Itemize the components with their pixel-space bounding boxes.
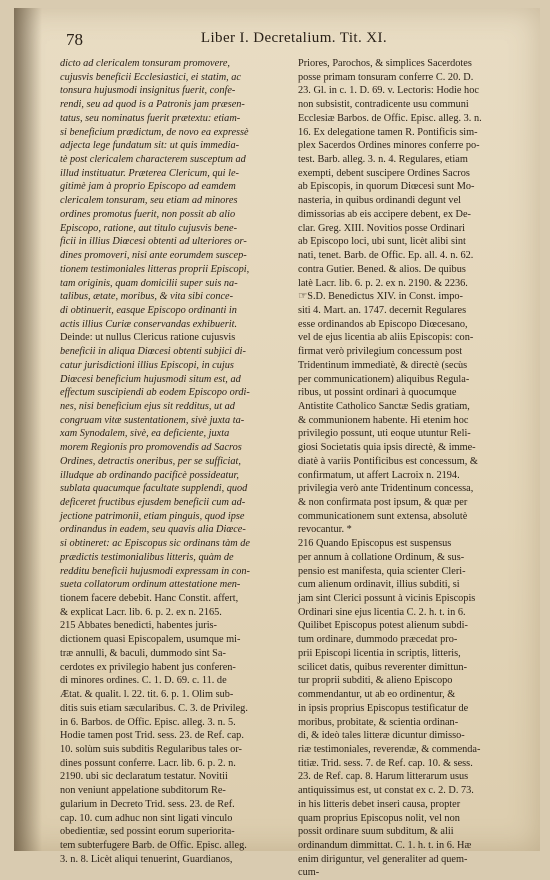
text-line: in his litteris debet inseri causa, propter <box>298 798 461 810</box>
text-line: di minores ordines. C. 1. D. 69. c. 11. de <box>60 675 227 687</box>
text-line: Deinde: ut nullus Clericus ratione cujusvis <box>60 332 236 344</box>
running-title: Liber I. Decretalium. Tit. XI. <box>200 30 388 46</box>
text-line: Quilibet Episcopus potest alienum subdi- <box>298 620 468 632</box>
text-line: Hodie tamen post Trid. sess. 23. de Ref. cap. <box>60 730 244 742</box>
text-line: talibus, ætate, moribus, & vita sibi conce- <box>60 291 234 303</box>
text-line: sublata quacumque facultate supplendi, quod <box>60 483 248 495</box>
text-line: jam sint Clerici possunt à vicinis Episcopis <box>298 593 476 605</box>
text-line: Tridentinum immediatè, & directè (secùs <box>298 359 468 371</box>
text-line: catur jurisdictioni illius Episcopi, in cujus <box>60 359 234 371</box>
text-line: congruam vitæ sustentationem, sivè juxta ta- <box>60 414 245 426</box>
text-line: posse primam tonsuram conferre C. 20. D. <box>298 71 474 83</box>
text-line: ficii in illius Diœcesi obtenti ad ulteriores or- <box>60 236 247 248</box>
text-line: obedientiæ, sed possint eorum superiorita- <box>60 826 235 838</box>
text-line: rendi, seu ad quod is a Patronis jam præsen- <box>60 99 245 111</box>
text-line: dines promoveri, nisi ante eorumdem suscep- <box>60 250 247 262</box>
text-line: enim diriguntur, vel generaliter ad quem- <box>298 853 468 865</box>
text-line: di, & ideò tales litteræ dicuntur dimisso- <box>298 730 465 742</box>
text-line: actis illius Curiæ conservandas exhibuerit. <box>60 318 238 330</box>
text-line: Antistite Catholico Sanctæ Sedis gratiam, <box>298 400 470 412</box>
text-line: morem Regionis pro promovendis ad Sacros <box>60 442 242 454</box>
text-line: si obtineret: ac Episcopus sic ordinans tàm de <box>60 538 250 550</box>
text-line: 23. de Ref. cap. 8. Harum litterarum usus <box>298 771 469 783</box>
text-line: tè post clericalem characterem susceptum ad <box>60 154 246 166</box>
text-line: illud instituatur. Præterea Clericum, qui le- <box>60 167 239 179</box>
text-line: latè Lacr. lib. 6. p. 2. ex n. 2190. & 2236. <box>298 277 468 289</box>
text-line: cujusvis beneficii Ecclesiastici, ei statim, ac <box>60 71 242 83</box>
text-line: deficeret fructibus ejusdem beneficii cum ad- <box>60 497 246 508</box>
text-line: tionem testimoniales litteras proprii Episcopi, <box>60 263 250 275</box>
text-line: tem subterfugere Barb. de Offic. Episc. alleg. <box>60 839 247 851</box>
text-line: non veniunt appelatione subditorum Re- <box>60 785 226 797</box>
text-line: revocantur. * <box>298 524 352 536</box>
text-line: nasteria, in quibus ordinandi degunt vel <box>298 195 462 207</box>
text-line: diatè à variis Pontificibus est concessum, & <box>298 455 478 467</box>
text-line: Ordinari sine ejus licentia C. 2. h. t. in 6. <box>298 606 466 618</box>
page-number: 78 <box>66 30 83 49</box>
text-line: beneficii in aliqua Diœcesi obtenti subjici di- <box>60 346 246 358</box>
left-text-column <box>60 57 280 866</box>
text-line: quam proprius Episcopus nolit, vel non <box>298 812 460 824</box>
text-line: communicationem sunt extensa, absolutè <box>298 510 468 522</box>
text-line: prædictis testimonialibus litteris, quàm de <box>60 551 234 563</box>
text-line: & explicat Lacr. lib. 6. p. 2. ex n. 2165. <box>60 606 222 618</box>
text-line: clericalem tonsuram, seu etiam ad minores <box>60 195 238 207</box>
text-line: 23. Gl. in c. 1. D. 69. v. Lectoris: Hodie hoc <box>298 85 479 97</box>
text-line: nes, nisi beneficium ejus sit redditus, ut ad <box>60 400 235 412</box>
text-line: jectione patrimonii, etiam pinguis, quod ipse <box>60 510 245 522</box>
text-line: cerdotes ex privilegio habent jus conferen- <box>60 661 236 673</box>
text-line: ribus, ut possint ordinari à quocumque <box>298 387 457 399</box>
text-line: privilegio possunt, uti eoque utuntur Reli- <box>298 428 471 440</box>
text-line: si beneficium prædictum, de novo ea expressè <box>60 126 249 138</box>
text-line: 3. n. 8. Licèt aliqui tenuerint, Guardianos, <box>60 853 233 865</box>
text-line: ordines promotus fuerit, non possit ab alio <box>60 208 236 220</box>
text-line: cap. 10. cum adhuc non sint ligati vinculo <box>60 812 233 824</box>
page-header <box>66 30 522 52</box>
text-line: test. Barb. alleg. 3. n. 4. Regulares, etiam <box>298 154 468 166</box>
text-line: titiæ. Trid. sess. 7. de Ref. cap. 10. & sess. <box>298 757 473 769</box>
text-line: sueta collatorum ordinum attestatione men- <box>60 579 241 591</box>
text-line: non subsistit, contradicente usu communi <box>298 99 469 111</box>
text-line: per annum à collatione Ordinum, & sus- <box>298 551 465 563</box>
text-line: gitimè jam à proprio Episcopo ad eamdem <box>60 181 236 193</box>
text-line: tatus, seu nominatus fuerit prætextu: etiam- <box>60 112 241 124</box>
text-line: xam Synodalem, sivè, ea deficiente, juxta <box>60 428 230 440</box>
text-line: dines possunt conferre. Lacr. lib. 6. p. 2. n. <box>60 757 236 769</box>
text-line: træ annulli, & baculi, dummodo sint Sa- <box>60 647 226 659</box>
text-line: ☞S.D. Benedictus XIV. in Const. impo- <box>298 291 463 303</box>
text-line: in ipsis proprius Episcopus testificatur de <box>298 702 469 714</box>
text-line: per communicationem) aliquibus Regula- <box>298 373 470 385</box>
text-line: cum- <box>298 867 320 879</box>
text-line: exempti, debent suscipere Ordines Sacros <box>298 167 470 179</box>
text-line: siti 4. Mart. an. 1747. decernit Regulares <box>298 304 467 316</box>
text-line: esse ordinandos ab Episcopo Diœcesano, <box>298 318 468 330</box>
text-line: scilicet datis, quibus reverenter dimittun- <box>298 661 467 673</box>
text-line: prii Episcopi licentia in scriptis, litteris, <box>298 647 461 659</box>
text-line: Ecclesiæ Barbos. de Offic. Episc. alleg. 3. n. <box>298 112 482 124</box>
text-line: tionem facere debebit. Hanc Constit. affert, <box>60 593 239 605</box>
text-line: clar. Greg. XIII. Novitios posse Ordinari <box>298 222 465 234</box>
text-line: ab Episcopo loci, ubi sunt, licèt alibi sint <box>298 236 466 248</box>
text-line: in 6. Barbos. de Offic. Episc. alleg. 3. n. 5. <box>60 716 236 728</box>
text-line: 215 Abbates benedicti, habentes juris- <box>60 620 217 632</box>
text-line: cum alienum ordinavit, illius subditi, si <box>298 579 460 591</box>
text-line: tur proprii subditi, & alieno Episcopo <box>298 675 453 687</box>
text-line: giosi Societatis quia ipsis directè, & imme- <box>298 442 476 454</box>
text-line: dicto ad clericalem tonsuram promovere, <box>60 58 230 69</box>
text-line: Ordines, detractis oneribus, per se sufficiat, <box>60 455 241 467</box>
text-line: tonsura hujusmodi insignitus fuerit, confe- <box>60 85 236 97</box>
text-line: possit ordinare suum subditum, & alii <box>298 826 454 838</box>
text-line: illudque ab ordinando pacificè possideatur, <box>60 469 239 481</box>
text-line: pensio est manifesta, quia scienter Cleri- <box>298 565 466 577</box>
text-line: ditis suis etiam sæcularibus. C. 3. de Privileg. <box>60 702 248 714</box>
text-line: 216 Quando Episcopus est suspensus <box>298 538 452 550</box>
text-line: adjecta lege fundatum sit: ut quis immedia- <box>60 140 240 152</box>
text-line: nati, tenet. Barb. de Offic. Ep. all. 4. n. 62. <box>298 250 474 262</box>
text-line: firmat verò privilegium concessum post <box>298 346 463 358</box>
text-line: 16. Ex delegatione tamen R. Pontificis sim- <box>298 126 478 138</box>
book-page <box>14 8 540 879</box>
text-line: Episcopo, ratione, aut titulo cujusvis bene- <box>60 222 238 234</box>
text-line: ordinandus in eadem, seu quavis alia Diœce- <box>60 524 246 536</box>
text-line: vel de ejus licentia ab aliis Episcopis: con- <box>298 332 474 344</box>
text-line: ordinandum dimmittat. C. 1. h. t. in 6. Hæ <box>298 839 472 851</box>
text-line: commendantur, ut ab eo ordinentur, & <box>298 689 456 701</box>
text-line: privilegia verò ante Tridentinum concessa, <box>298 483 474 495</box>
text-line: 2190. ubi sic declaratum testatur. Novitii <box>60 771 228 783</box>
text-line: Diœcesi beneficium hujusmodi situm est, ad <box>60 373 241 385</box>
text-line: antiquissimus est, ut constat ex c. 2. D. 73. <box>298 785 474 797</box>
text-line: riæ testimoniales, reverendæ, & commenda- <box>298 743 481 755</box>
text-line: plex Sacerdos Ordines minores conferre po- <box>298 140 480 152</box>
text-line: confirmatum, ut affert Lacroix n. 2194. <box>298 469 460 481</box>
text-line: 10. solùm suis subditis Regularibus tales or- <box>60 743 242 755</box>
text-line: & communionem habente. Hi etenim hoc <box>298 414 469 426</box>
text-line: tam originis, quam domicilii super suis na- <box>60 277 238 289</box>
page-gutter-shadow <box>14 8 42 851</box>
text-line: di obtinuerit, easque Episcopo ordinanti in <box>60 304 237 316</box>
text-line: dictionem quasi Episcopalem, usumque mi- <box>60 634 241 646</box>
text-line: Priores, Parochos, & simplices Sacerdotes <box>298 58 472 69</box>
text-line: effectum suscipiendi ab eodem Episcopo ordi- <box>60 387 250 399</box>
text-line: & non confirmata post ipsum, & quæ per <box>298 497 468 508</box>
text-line: moribus, probitate, & scientia ordinan- <box>298 716 459 728</box>
text-line: gularium in Decreto Trid. sess. 23. de Ref. <box>60 798 235 810</box>
text-line: dimissorias ab eis accipere debent, ex De- <box>298 208 471 220</box>
text-line: ab Episcopis, in quorum Diœcesi sunt Mo- <box>298 181 475 193</box>
right-text-column <box>298 57 526 880</box>
text-line: redditu beneficii hujusmodi expressam in con- <box>60 565 250 577</box>
text-line: contra Gutier. Bened. & alios. De quibus <box>298 263 466 275</box>
text-line: Ætat. & qualit. l. 22. tit. 6. p. 1. Olim sub- <box>60 689 234 701</box>
text-line: tum ordinare, dummodo præcedat pro- <box>298 634 458 646</box>
